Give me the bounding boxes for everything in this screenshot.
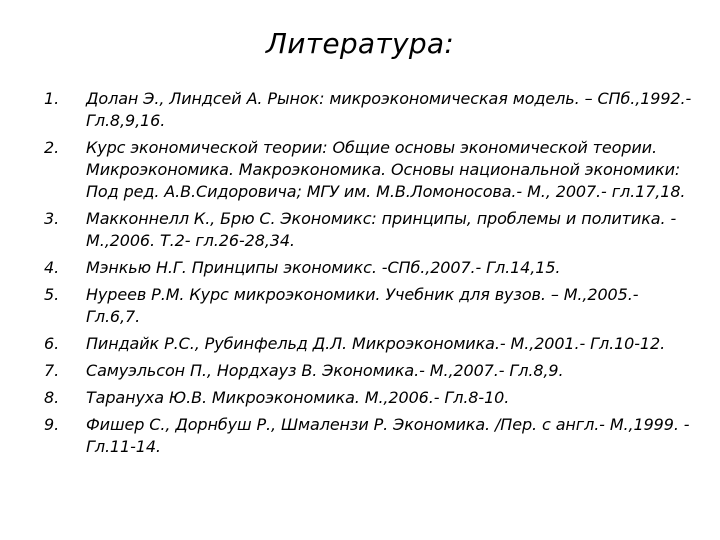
- list-item-number: 9.: [44, 415, 60, 434]
- list-item-number: 6.: [44, 334, 60, 353]
- list-item: [0, 414, 720, 458]
- list-item: [0, 208, 720, 252]
- list-item: [0, 387, 720, 409]
- list-item: [0, 284, 720, 328]
- list-item-text: Самуэльсон П., Нордхауз В. Экономика.- М.,2007.- Гл.8,9.: [86, 361, 564, 380]
- list-item-text: Мэнкью Н.Г. Принципы экономикс. -СПб.,2007.- Гл.14,15.: [86, 258, 561, 277]
- list-item-text: Нуреев Р.М. Курс микроэкономики. Учебник для вузов. – М.,2005.- Гл.6,7.: [86, 285, 639, 326]
- list-item: [0, 333, 720, 355]
- list-item-number: 7.: [44, 361, 60, 380]
- list-item-text: Курс экономической теории: Общие основы экономической теории. Микроэкономика. Макроэкономика. Основы национальной экономики: Под ред. А.В.Сидоровича; МГУ им. М.В.Ломоносова.- М., 2007.- гл.17,18.: [86, 138, 686, 201]
- list-item-text: Макконнелл К., Брю С. Экономикс: принципы, проблемы и политика. - М.,2006. Т.2- гл.26-28,34.: [86, 209, 677, 250]
- list-item-number: 8.: [44, 388, 60, 407]
- list-item-text: Долан Э., Линдсей А. Рынок: микроэкономическая модель. – СПб.,1992.- Гл.8,9,16.: [86, 89, 692, 130]
- list-item-number: 2.: [44, 138, 60, 157]
- list-item-number: 1.: [44, 89, 60, 108]
- list-item: [0, 257, 720, 279]
- list-item-number: 3.: [44, 209, 60, 228]
- list-item-number: 4.: [44, 258, 60, 277]
- list-item: [0, 360, 720, 382]
- list-item-text: Фишер С., Дорнбуш Р., Шмалензи Р. Экономика. /Пер. с англ.- М.,1999. - Гл.11-14.: [86, 415, 690, 456]
- list-item: [0, 88, 720, 132]
- list-item-text: Тарануха Ю.В. Микроэкономика. М.,2006.- Гл.8-10.: [86, 388, 510, 407]
- page-title: Литература:: [265, 27, 455, 60]
- reference-list: [0, 88, 720, 463]
- list-item-number: 5.: [44, 285, 60, 304]
- list-item: [0, 137, 720, 203]
- list-item-text: Пиндайк Р.С., Рубинфельд Д.Л. Микроэкономика.- М.,2001.- Гл.10-12.: [86, 334, 666, 353]
